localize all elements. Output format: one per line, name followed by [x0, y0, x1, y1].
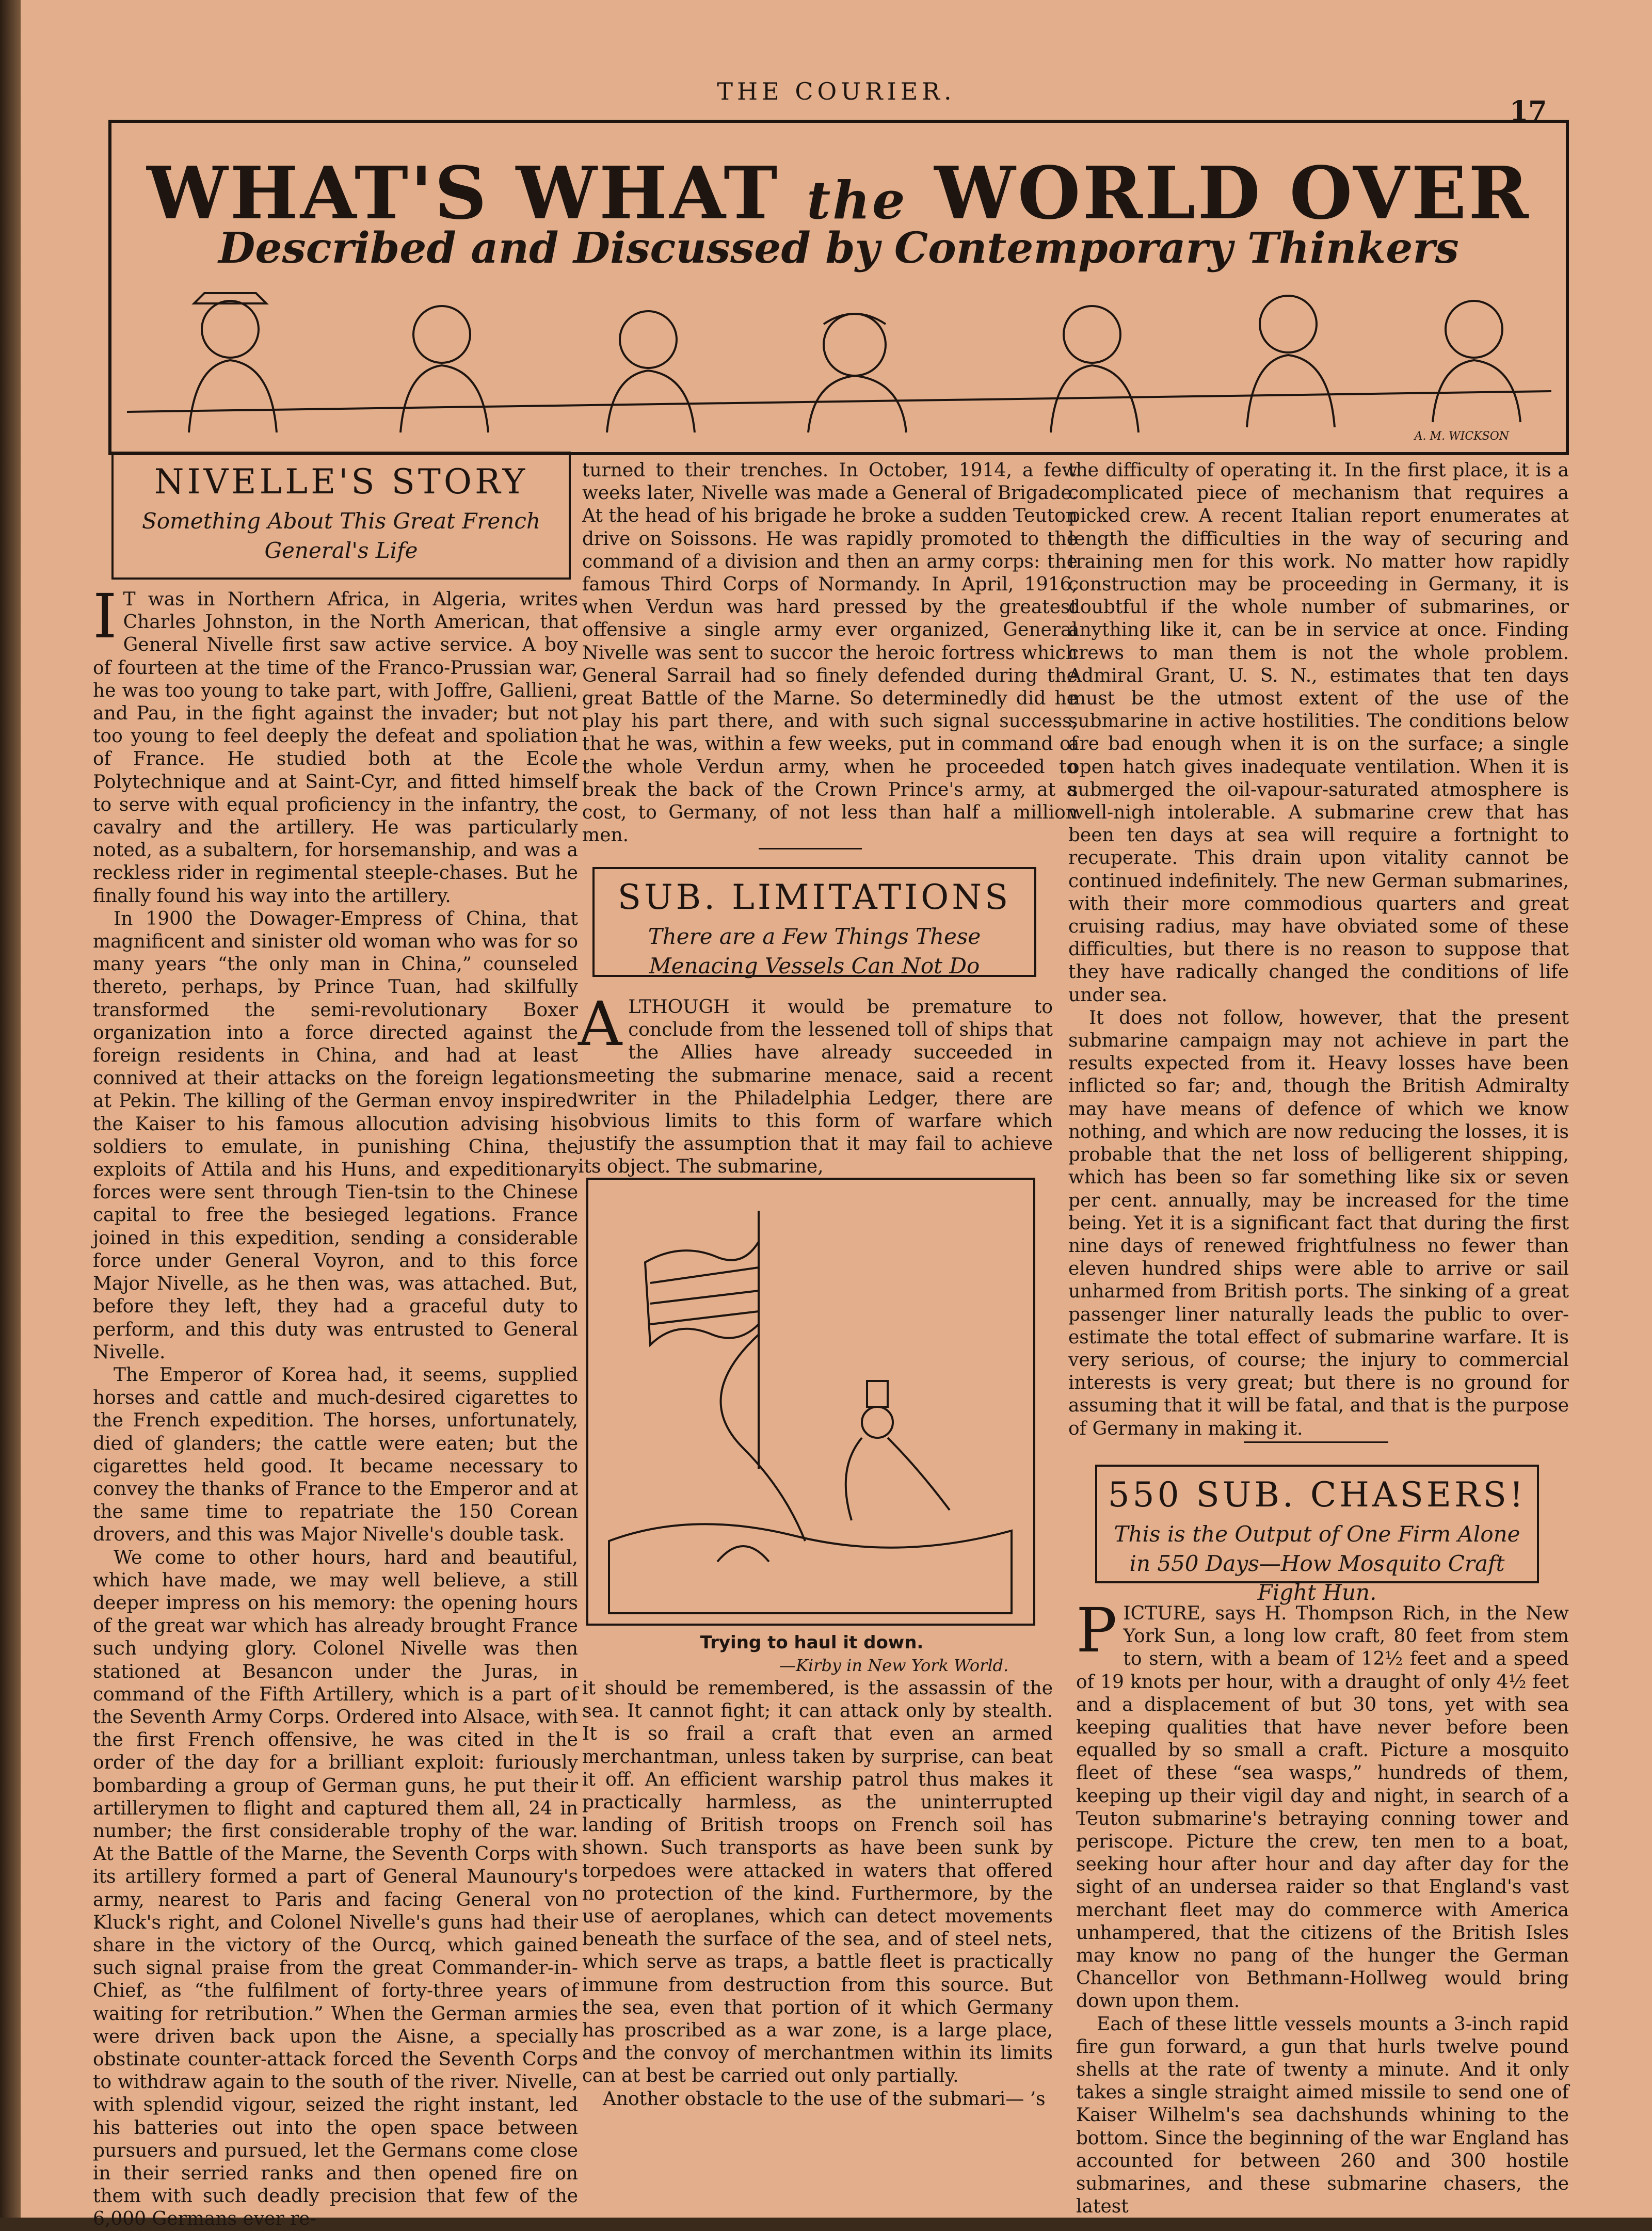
article-paragraph: PICTURE, says H. Thompson Rich, in the New York Sun, a long low craft, 80 feet from stem to stern, with a beam of 12½ feet and a speed of 19 knots per hour, with a draught of only 4½ feet and a displacement of but 30 tons, yet with sea keeping qualities that have never before been equalled by so small a craft. Picture a mosquito fleet of these “sea wasps,” hundreds of them, keeping up their vigil day and night, in search of a Teuton submarine's betraying conning tower and periscope. Picture the crew, ten men to a boat, seeking hour after hour and day after day for the sight of an undersea raider so that England's vast merchant fleet may do commerce with America unhampered, that the citizens of the British Isles may know no pang of the hunger the German Chancellor von Bethmann-Hollweg would bring down upon them.	[1076, 1595, 1569, 2012]
sub-chasers-title: 550 SUB. CHASERS!	[1108, 1475, 1527, 1515]
sub-limitations-col3	[1068, 459, 1569, 1440]
sub-limitations-continued	[582, 1677, 1053, 2111]
article-paragraph: I T was in Northern Africa, in Algeria, writes Charles Johnston, in the North American, that General Nivelle first saw active service. A boy of fourteen at the time of the Franco-Prussian war, he was too young to take part, with Joffre, Gallieni, and Pau, in the fight against the invader; but not too young to feel deeply the defeat and spoliation of France. He studied both at the Ecole Polytechnique and at Saint-Cyr, and fitted himself to serve with equal proficiency in the infantry, the cavalry and the artillery. He was particularly noted, as a subaltern, for horsemanship, and was a reckless rider in regimental steeple-chases. But he finally found his way into the artillery.	[93, 581, 578, 907]
drop-cap: A	[578, 988, 622, 1060]
banner-subtitle: Described and Discussed by Contemporary Thinkers	[218, 223, 1459, 273]
figure-head	[862, 1407, 893, 1438]
section-divider	[759, 848, 862, 849]
article-paragraph: Another obstacle to the use of the submari— ’s	[603, 2088, 1046, 2110]
thinker-figure	[1051, 306, 1138, 432]
drop-cap: I	[93, 581, 117, 652]
sub-chasers-subtitle: This is the Output of One Firm Alone in 550 Days—How Mosquito Craft Fight Hun.	[1114, 1521, 1520, 1606]
article-paragraph: The Emperor of Korea had, it seems, supplied horses and cattle and much-desired cigarettes to the French expedition. The horses, unfortunately, died of glanders; the cattle were eaten; but the cigarettes held good. It became necessary to convey the thanks of France to the Emperor and at the same time to repatriate the 150 Corean drovers, and this was Major Nivelle's double task.	[93, 1364, 578, 1546]
book-spine	[0, 0, 21, 2218]
article-paragraph: Each of these little vessels mounts a 3-inch rapid fire gun forward, a gun that hurls twelve pound shells at the rate of twenty a minute. And it only takes a single straight aimed missile to send one of Kaiser Wilhelm's sea dachshunds whining to the bottom. Since the beginning of the war England has accounted for between 260 and 300 hostile submarines, and these submarine chasers, the latest	[1076, 2013, 1569, 2218]
nivelle-headline-box	[111, 452, 571, 580]
sub-limitations-headline-box	[592, 867, 1036, 977]
thinker-figure	[607, 311, 695, 432]
thinker-figure	[1433, 301, 1520, 422]
newspaper-page	[21, 0, 1652, 2230]
article-paragraph: It does not follow, however, that the present submarine campaign may not achieve in part the results expected from it. Heavy losses have been inflicted so far; and, though the British Admiralty may have means of defence of which we know nothing, and which are now reducing the losses, it is probable that the net loss of belligerent shipping, which has been so far something like six or seven per cent. annually, may be increased for the time being. Yet it is a significant fact that during the first nine days of renewed frightfulness no fewer than eleven hundred ships were able to arrive or sail unharmed from British ports. The sinking of a great passenger liner naturally leads the public to over-estimate the total effect of submarine warfare. It is very serious, of course; the injury to commercial interests is very great; but there is no ground for assuming that it will be fatal, and that is the purpose of Germany in making it.	[1068, 1007, 1569, 1439]
nivelle-title: NIVELLE'S STORY	[154, 462, 528, 502]
cartoon-caption: Trying to haul it down.	[700, 1632, 924, 1653]
cartoon-credit: —Kirby in New York World.	[779, 1656, 1009, 1675]
section-divider	[1244, 1441, 1388, 1443]
editorial-cartoon	[586, 1178, 1035, 1626]
article-paragraph: ALTHOUGH it would be premature to conclude from the lessened toll of ships that the Allies have already succeeded in meeting the submarine menace, said a recent writer in the Philadelphia Ledger, there are obvious limits to this form of warfare which justify the assumption that it may fail to achieve its object. The submarine,	[578, 988, 1053, 1178]
nivelle-article	[93, 581, 578, 2231]
thinker-figure	[400, 306, 488, 432]
city-skyline	[609, 1524, 1012, 1613]
thinker-figure	[1247, 296, 1335, 427]
nivelle-continued	[582, 459, 1078, 847]
page-number: 17	[1510, 95, 1547, 127]
cartoon-drawing	[588, 1180, 1033, 1624]
article-paragraph: In 1900 the Dowager-Empress of China, that magnificent and sinister old woman who was for so many years “the only man in China,” counseled thereto, perhaps, by Prince Tuan, had skilfully transformed the semi-revolutionary Boxer organization into a force directed against the foreign residents in China, and had at least connived at their attacks on the foreign legations at Pekin. The killing of the German envoy inspired the Kaiser to his famous allocution advising his soldiers to emulate, in punishing China, the exploits of Attila and his Huns, and expeditionary forces were sent through Tien-tsin to the Chinese capital to free the besieged legations. France joined in this expedition, sending a considerable force under General Voyron, and to this force Major Nivelle, as he then was, was attached. But, before they left, they had a graceful duty to perform, and this duty was entrusted to General Nivelle.	[93, 908, 578, 1363]
sub-limitations-intro	[578, 988, 1053, 1179]
article-paragraph: the difficulty of operating it. In the first place, it is a complicated piece of mechanism that requires a picked crew. A recent Italian report enumerates at length the difficulties in the way of securing and training men for this work. No matter how rapidly construction may be proceeding in Germany, it is doubtful if the whole number of submarines, or anything like it, can be in service at once. Finding crews to man them is not the whole problem. Admiral Grant, U. S. N., estimates that ten days must be the utmost extent of the use of the submarine in active hostilities. The conditions below are bad enough when it is on the surface; a single open hatch gives inadequate ventilation. When it is submerged the oil-vapour-saturated atmosphere is well-nigh intolerable. A submarine crew that has been ten days at sea will require a fortnight to recuperate. This drain upon vitality cannot be continued indefinitely. The new German submarines, with their more commodious quarters and great cruising radius, may have obviated some of these difficulties, but there is no reason to suppose that they have radically changed the conditions of life under sea.	[1068, 460, 1569, 1006]
sub-chasers-article	[1076, 1595, 1569, 2218]
artist-signature: A. M. WICKSON	[1414, 430, 1509, 443]
sub-limitations-title: SUB. LIMITATIONS	[617, 877, 1012, 917]
banner-title: WHAT'S WHAT the WORLD OVER	[147, 151, 1531, 236]
running-head: THE COURIER.	[717, 77, 956, 105]
article-paragraph: We come to other hours, hard and beautiful, which have made, we may well believe, a still deeper impress on his memory: the opening hours of the great war which has already brought France such undying glory. Colonel Nivelle was then stationed at Besancon under the Juras, in command of the Fifth Artillery, which is a part of the Seventh Army Corps. Ordered into Alsace, with the first French offensive, he was cited in the order of the day for a brilliant exploit: furiously bombarding a group of German guns, he put their artillerymen to flight and captured them all, 24 in number; the first considerable trophy of the war. At the Battle of the Marne, the Seventh Corps with its artillery formed a part of General Maunoury's army, nearest to Paris and facing General von Kluck's right, and Colonel Nivelle's guns had their share in the victory of the Ourcq, which gained such signal praise from the great Commander-in-Chief, as “the fulfilment of forty-three years of waiting for retribution.” When the German armies were driven back upon the Aisne, a specially obstinate counter-attack forced the Seventh Corps to withdraw again to the south of the river. Nivelle, with splendid vigour, seized the right instant, led his batteries out into the open space between pursuers and pursued, let the Germans come close in their serried ranks and then opened fire on them with such deadly precision that few of the 6,000 Germans ever re-	[93, 1547, 578, 2230]
sub-limitations-subtitle: There are a Few Things These Menacing Vessels Can Not Do	[648, 924, 981, 978]
thinker-figure	[808, 314, 906, 432]
nivelle-subtitle: Something About This Great French General's Life	[141, 508, 541, 563]
article-paragraph: it should be remembered, is the assassin of the sea. It cannot fight; it can attack only by stealth. It is so frail a craft that even an armed merchantman, unless taken by surprise, can beat it off. An efficient warship patrol thus makes it practically harmless, as the uninterrupted landing of British troops on French soil has shown. Such transports as have been sunk by torpedoes were attacked in waters that offered no protection of the kind. Furthermore, by the use of aeroplanes, which can detect movements beneath the surface of the sea, and of steel nets, which serve as traps, a battle fleet is practically immune from destruction from this source. But the sea, even that portion of it which Germany has proscribed as a war zone, is a large place, and the convoy of merchantmen within its limits can at best be carried out only partially.	[582, 1678, 1053, 2087]
sub-chasers-headline-box	[1095, 1465, 1539, 1606]
drop-cap: P	[1076, 1595, 1117, 1666]
article-paragraph: turned to their trenches. In October, 1914, a few weeks later, Nivelle was made a General of Brigade. At the head of his brigade he broke a sudden Teuton drive on Soissons. He was rapidly promoted to the command of a division and then an army corps: the famous Third Corps of Normandy. In April, 1916, when Verdun was hard pressed by the greatest offensive a single army ever organized, General Nivelle was sent to succor the heroic fortress which General Sarrail had so finely defended during the great Battle of the Marne. So determinedly did he play his part there, and with such signal success, that he was, within a few weeks, put in command of the whole Verdun army, when he proceeded to break the back of the Crown Prince's army, at a cost, to Germany, of not less than half a million men.	[582, 460, 1078, 846]
section-banner	[108, 120, 1569, 455]
halyard-rope	[721, 1335, 805, 1541]
